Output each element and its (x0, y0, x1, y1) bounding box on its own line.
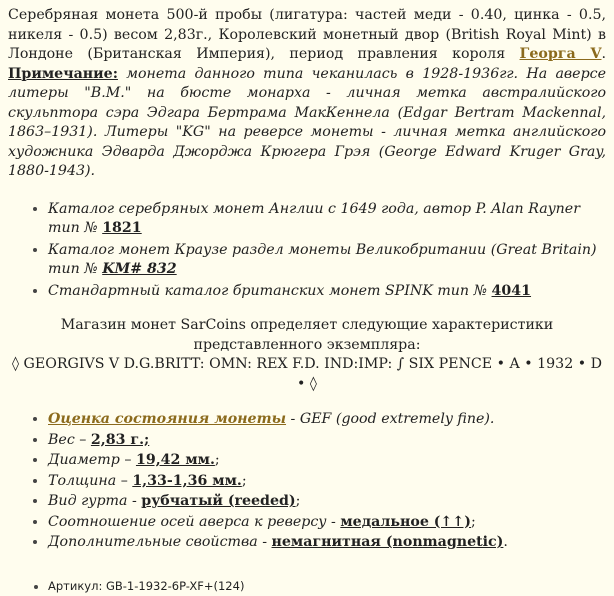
property-value: 2,83 г.; (91, 432, 149, 448)
property-sep: - (258, 534, 272, 550)
king-link[interactable]: Георга V (520, 46, 602, 62)
property-value: медальное (↑↑) (340, 514, 471, 530)
property-value: рубчатый (reeded) (141, 493, 295, 509)
property-label: Вид гурта (48, 493, 127, 509)
sku-item: • Артикул: GB-1-1932-6P-XF+(124) (48, 577, 606, 596)
property-value: 19,42 мм. (136, 452, 215, 468)
sku-list (8, 577, 606, 596)
property-sep: - (327, 514, 341, 530)
shop-heading: Магазин монет SarCoins определяет следующие характеристики представленного экземпляра: (8, 316, 606, 355)
catalog-label: Каталог серебряных монет Англии с 1649 года, автор P. Alan Rayner тип № (48, 201, 580, 237)
property-sep: – (116, 473, 132, 489)
property-weight (48, 431, 606, 451)
property-sep: – (75, 432, 91, 448)
catalog-list (8, 200, 606, 302)
note-label: Примечание: (8, 66, 118, 82)
property-label: Толщина (48, 473, 116, 489)
catalog-number: 1821 (102, 220, 142, 236)
note-text: монета данного типа чеканилась в 1928-1936гг. На аверсе литеры "B.M." на бюсте монарха - личная метка австралийского скульптора сэра Эдгара Бертрама МакКеннела (Edgar Bertram Mackennal, 1863–1931). Литеры "KG" на реверсе монеты - личная метка английского художника Эдварда Джорджа Крюгера Грэя (George Edward Kruger Gray, 1880-1943). (8, 66, 606, 180)
property-label: Соотношение осей аверса к реверсу (48, 514, 327, 530)
catalog-item (48, 200, 606, 239)
coin-legend: ◊ GEORGIVS V D.G.BRITT: OMN: REX F.D. IND:IMP: ∫ SIX PENCE • A • 1932 • D • ◊ (8, 355, 606, 394)
property-sep: - (286, 411, 300, 427)
property-edge: • Вид гурта - рубчатый (reeded); (48, 492, 606, 512)
property-label: Вес (48, 432, 75, 448)
property-label: Дополнительные свойства (48, 534, 258, 550)
property-sep: – (120, 452, 136, 468)
property-label: Диаметр (48, 452, 120, 468)
property-extra: • Дополнительные свойства - немагнитная (nonmagnetic). (48, 533, 606, 553)
catalog-item (48, 282, 606, 302)
property-sep: - (127, 493, 141, 509)
intro-text: Серебряная монета 500-й пробы (лигатура: частей меди - 0.40, цинка - 0.5, никеля - 0.5) весом 2,83г., Королевский монетный двор (British Royal Mint) в Лондоне (Британская Империя), период правления короля (8, 7, 606, 62)
grade-link[interactable]: Оценка состояния монеты (48, 411, 286, 427)
catalog-item (48, 241, 606, 280)
property-thickness: • Толщина – 1,33-1,36 мм.; (48, 472, 606, 492)
intro-paragraph (8, 6, 606, 182)
catalog-number: 4041 (492, 283, 532, 299)
intro-text-sep: . (601, 46, 606, 62)
property-value: 1,33-1,36 мм. (132, 473, 242, 489)
property-grade (48, 410, 606, 430)
properties-list (8, 410, 606, 553)
catalog-label: Стандартный каталог британских монет SPINK тип № (48, 283, 492, 299)
property-axis: • Соотношение осей аверса к реверсу - медальное (↑↑); (48, 513, 606, 533)
catalog-label: Каталог монет Краузе раздел монеты Великобритании (Great Britain) тип № (48, 242, 597, 278)
property-diameter: • Диаметр – 19,42 мм.; (48, 451, 606, 471)
catalog-number: KM# 832 (102, 261, 176, 277)
property-value: GEF (good extremely fine). (300, 411, 495, 427)
property-value: немагнитная (nonmagnetic) (272, 534, 504, 550)
